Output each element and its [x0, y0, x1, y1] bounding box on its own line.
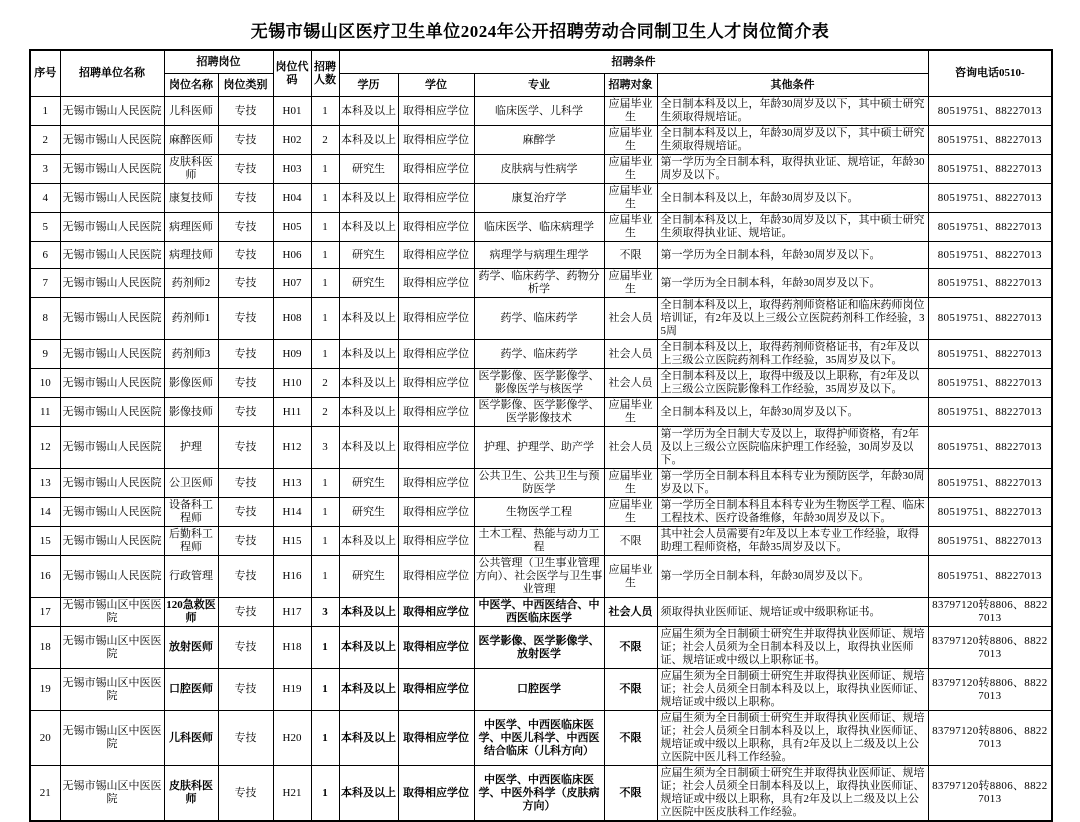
- cell-code: H10: [273, 369, 311, 398]
- cell-target: 应届毕业生: [604, 469, 657, 498]
- cell-unit: 无锡市锡山人民医院: [60, 155, 164, 184]
- cell-no: 15: [30, 527, 60, 556]
- col-header-edu: 学历: [339, 74, 398, 97]
- cell-phone: 83797120转8806、88227013: [928, 598, 1052, 627]
- cell-no: 8: [30, 298, 60, 340]
- cell-major: 药学、临床药学: [474, 340, 604, 369]
- cell-phone: 83797120转8806、88227013: [928, 627, 1052, 669]
- cell-unit: 无锡市锡山人民医院: [60, 527, 164, 556]
- cell-major: 病理学与病理生理学: [474, 242, 604, 269]
- cell-no: 6: [30, 242, 60, 269]
- cell-phone: 80519751、88227013: [928, 97, 1052, 126]
- col-header-phone: 咨询电话0510-: [928, 50, 1052, 97]
- table-row: [30, 766, 1052, 822]
- cell-position: 药剂师1: [164, 298, 218, 340]
- cell-count: 1: [311, 184, 339, 213]
- table-row: [30, 298, 1052, 340]
- cell-target: 应届毕业生: [604, 97, 657, 126]
- cell-count: 3: [311, 427, 339, 469]
- cell-other: 全日制本科及以上，取得中级及以上职称，有2年及以上三级公立医院影像科工作经验，35周岁及以下。: [657, 369, 928, 398]
- cell-count: 1: [311, 298, 339, 340]
- cell-phone: 80519751、88227013: [928, 369, 1052, 398]
- table-row: [30, 213, 1052, 242]
- table-row: [30, 269, 1052, 298]
- cell-category: 专技: [218, 213, 273, 242]
- cell-count: 2: [311, 398, 339, 427]
- cell-target: 应届毕业生: [604, 184, 657, 213]
- cell-edu: 本科及以上: [339, 598, 398, 627]
- cell-unit: 无锡市锡山人民医院: [60, 498, 164, 527]
- cell-position: 影像医师: [164, 369, 218, 398]
- table-row: [30, 340, 1052, 369]
- cell-code: H09: [273, 340, 311, 369]
- cell-target: 应届毕业生: [604, 213, 657, 242]
- cell-degree: 取得相应学位: [398, 398, 474, 427]
- cell-phone: 83797120转8806、88227013: [928, 766, 1052, 822]
- table-row: [30, 126, 1052, 155]
- cell-position: 放射医师: [164, 627, 218, 669]
- cell-major: 临床医学、儿科学: [474, 97, 604, 126]
- cell-edu: 研究生: [339, 469, 398, 498]
- col-header-code: 岗位代码: [273, 50, 311, 97]
- cell-category: 专技: [218, 97, 273, 126]
- cell-position: 公卫医师: [164, 469, 218, 498]
- cell-code: H14: [273, 498, 311, 527]
- cell-position: 皮肤科医师: [164, 766, 218, 822]
- cell-degree: 取得相应学位: [398, 298, 474, 340]
- cell-code: H16: [273, 556, 311, 598]
- cell-degree: 取得相应学位: [398, 711, 474, 766]
- cell-phone: 80519751、88227013: [928, 184, 1052, 213]
- cell-no: 10: [30, 369, 60, 398]
- cell-code: H17: [273, 598, 311, 627]
- cell-target: 社会人员: [604, 298, 657, 340]
- col-header-degree: 学位: [398, 74, 474, 97]
- cell-code: H08: [273, 298, 311, 340]
- cell-count: 1: [311, 469, 339, 498]
- cell-edu: 本科及以上: [339, 184, 398, 213]
- cell-target: 应届毕业生: [604, 269, 657, 298]
- cell-major: 皮肤病与性病学: [474, 155, 604, 184]
- table-row: [30, 498, 1052, 527]
- cell-code: H05: [273, 213, 311, 242]
- table-row: [30, 669, 1052, 711]
- table-row: [30, 155, 1052, 184]
- table-row: [30, 527, 1052, 556]
- table-row: [30, 427, 1052, 469]
- cell-position: 药剂师2: [164, 269, 218, 298]
- cell-unit: 无锡市锡山区中医医院: [60, 669, 164, 711]
- cell-target: 不限: [604, 527, 657, 556]
- table-row: [30, 711, 1052, 766]
- cell-other: 全日制本科及以上，取得药剂师资格证和临床药师岗位培训证，有2年及以上三级公立医院药剂科工作经验，35周: [657, 298, 928, 340]
- cell-no: 2: [30, 126, 60, 155]
- cell-phone: 83797120转8806、88227013: [928, 669, 1052, 711]
- cell-other: 全日制本科及以上，年龄30周岁及以下，其中硕士研究生须取得规培证。: [657, 126, 928, 155]
- cell-major: 土木工程、热能与动力工程: [474, 527, 604, 556]
- cell-degree: 取得相应学位: [398, 498, 474, 527]
- cell-position: 影像技师: [164, 398, 218, 427]
- cell-major: 康复治疗学: [474, 184, 604, 213]
- cell-phone: 80519751、88227013: [928, 398, 1052, 427]
- cell-unit: 无锡市锡山人民医院: [60, 369, 164, 398]
- cell-edu: 本科及以上: [339, 340, 398, 369]
- cell-category: 专技: [218, 598, 273, 627]
- cell-position: 儿科医师: [164, 711, 218, 766]
- cell-category: 专技: [218, 398, 273, 427]
- cell-major: 药学、临床药学: [474, 298, 604, 340]
- cell-count: 1: [311, 711, 339, 766]
- table-row: [30, 469, 1052, 498]
- cell-phone: 80519751、88227013: [928, 556, 1052, 598]
- cell-major: 护理、护理学、助产学: [474, 427, 604, 469]
- cell-major: 医学影像、医学影像学、医学影像技术: [474, 398, 604, 427]
- table-row: [30, 97, 1052, 126]
- cell-unit: 无锡市锡山人民医院: [60, 184, 164, 213]
- cell-target: 社会人员: [604, 369, 657, 398]
- cell-edu: 研究生: [339, 556, 398, 598]
- positions-table: [29, 49, 1053, 822]
- cell-phone: 80519751、88227013: [928, 427, 1052, 469]
- cell-edu: 本科及以上: [339, 627, 398, 669]
- cell-count: 1: [311, 627, 339, 669]
- cell-degree: 取得相应学位: [398, 527, 474, 556]
- cell-other: 其中社会人员需要有2年及以上本专业工作经验，取得助理工程师资格，年龄35周岁及以下。: [657, 527, 928, 556]
- cell-major: 公共管理（卫生事业管理方向）、社会医学与卫生事业管理: [474, 556, 604, 598]
- col-header-no: 序号: [30, 50, 60, 97]
- cell-unit: 无锡市锡山人民医院: [60, 242, 164, 269]
- cell-other: 应届生须为全日制硕士研究生并取得执业医师证、规培证；社会人员须全日制本科及以上，取得执业医师证、规培证或中级以上职称，具有2年及以上二级及以上公立医院中医皮肤科工作经验。: [657, 766, 928, 822]
- cell-other: 应届生须为全日制硕士研究生并取得执业医师证、规培证；社会人员须为全日制本科及以上，取得执业医师证、规培证或中级以上职称证书。: [657, 627, 928, 669]
- col-header-count: 招聘人数: [311, 50, 339, 97]
- cell-target: 不限: [604, 627, 657, 669]
- table-header: [30, 50, 1052, 97]
- page-title: 无锡市锡山区医疗卫生单位2024年公开招聘劳动合同制卫生人才岗位简介表: [250, 22, 830, 41]
- cell-target: 社会人员: [604, 427, 657, 469]
- cell-unit: 无锡市锡山人民医院: [60, 556, 164, 598]
- cell-code: H02: [273, 126, 311, 155]
- table-row: [30, 556, 1052, 598]
- cell-count: 3: [311, 598, 339, 627]
- cell-degree: 取得相应学位: [398, 669, 474, 711]
- cell-category: 专技: [218, 126, 273, 155]
- cell-other: 须取得执业医师证、规培证或中级职称证书。: [657, 598, 928, 627]
- cell-code: H04: [273, 184, 311, 213]
- cell-target: 社会人员: [604, 340, 657, 369]
- cell-code: H20: [273, 711, 311, 766]
- cell-phone: 80519751、88227013: [928, 269, 1052, 298]
- cell-degree: 取得相应学位: [398, 427, 474, 469]
- cell-count: 1: [311, 498, 339, 527]
- cell-phone: 80519751、88227013: [928, 242, 1052, 269]
- cell-other: 第一学历为全日制本科，年龄30周岁及以下。: [657, 242, 928, 269]
- cell-category: 专技: [218, 469, 273, 498]
- cell-degree: 取得相应学位: [398, 155, 474, 184]
- cell-position: 病理技师: [164, 242, 218, 269]
- cell-count: 2: [311, 126, 339, 155]
- cell-phone: 80519751、88227013: [928, 126, 1052, 155]
- cell-position: 设备科工程师: [164, 498, 218, 527]
- cell-position: 口腔医师: [164, 669, 218, 711]
- cell-other: 全日制本科及以上，取得药剂师资格证书，有2年及以上三级公立医院药剂科工作经验，35周岁及以下。: [657, 340, 928, 369]
- cell-code: H06: [273, 242, 311, 269]
- cell-no: 5: [30, 213, 60, 242]
- cell-target: 不限: [604, 766, 657, 822]
- cell-target: 应届毕业生: [604, 126, 657, 155]
- cell-code: H03: [273, 155, 311, 184]
- cell-degree: 取得相应学位: [398, 269, 474, 298]
- cell-major: 生物医学工程: [474, 498, 604, 527]
- cell-other: 第一学历为全日制本科，取得执业证、规培证，年龄30周岁及以下。: [657, 155, 928, 184]
- cell-code: H07: [273, 269, 311, 298]
- cell-other: 全日制本科及以上，年龄30周岁及以下，其中硕士研究生须取得规培证。: [657, 97, 928, 126]
- col-header-position-group: 招聘岗位: [164, 50, 273, 74]
- cell-degree: 取得相应学位: [398, 213, 474, 242]
- cell-category: 专技: [218, 184, 273, 213]
- cell-no: 7: [30, 269, 60, 298]
- cell-no: 14: [30, 498, 60, 527]
- cell-other: 第一学历全日制本科且本科专业为预防医学，年龄30周岁及以下。: [657, 469, 928, 498]
- cell-no: 20: [30, 711, 60, 766]
- cell-other: 全日制本科及以上，年龄30周岁及以下，其中硕士研究生须取得执业证、规培证。: [657, 213, 928, 242]
- table-row: [30, 184, 1052, 213]
- cell-no: 9: [30, 340, 60, 369]
- cell-code: H19: [273, 669, 311, 711]
- cell-unit: 无锡市锡山区中医医院: [60, 627, 164, 669]
- cell-code: H13: [273, 469, 311, 498]
- cell-count: 1: [311, 669, 339, 711]
- cell-unit: 无锡市锡山区中医医院: [60, 711, 164, 766]
- cell-code: H21: [273, 766, 311, 822]
- cell-degree: 取得相应学位: [398, 766, 474, 822]
- cell-no: 4: [30, 184, 60, 213]
- cell-count: 1: [311, 97, 339, 126]
- cell-code: H12: [273, 427, 311, 469]
- cell-position: 儿科医师: [164, 97, 218, 126]
- cell-position: 病理医师: [164, 213, 218, 242]
- cell-other: 第一学历全日制本科且本科专业为生物医学工程、临床工程技术、医疗设备维修，年龄30周岁及以下。: [657, 498, 928, 527]
- cell-no: 12: [30, 427, 60, 469]
- cell-unit: 无锡市锡山人民医院: [60, 269, 164, 298]
- cell-phone: 80519751、88227013: [928, 213, 1052, 242]
- cell-code: H11: [273, 398, 311, 427]
- cell-target: 应届毕业生: [604, 398, 657, 427]
- cell-target: 社会人员: [604, 598, 657, 627]
- col-header-condition-group: 招聘条件: [339, 50, 928, 74]
- cell-no: 3: [30, 155, 60, 184]
- cell-unit: 无锡市锡山区中医医院: [60, 598, 164, 627]
- col-header-major: 专业: [474, 74, 604, 97]
- cell-other: 应届生须为全日制硕士研究生并取得执业医师证、规培证；社会人员须全日制本科及以上，取得执业医师证、规培证或中级以上职称。: [657, 669, 928, 711]
- cell-code: H18: [273, 627, 311, 669]
- cell-other: 第一学历全日制本科，年龄30周岁及以下。: [657, 556, 928, 598]
- cell-count: 1: [311, 527, 339, 556]
- cell-category: 专技: [218, 527, 273, 556]
- cell-code: H01: [273, 97, 311, 126]
- cell-position: 麻醉医师: [164, 126, 218, 155]
- cell-unit: 无锡市锡山人民医院: [60, 340, 164, 369]
- cell-phone: 80519751、88227013: [928, 298, 1052, 340]
- cell-position: 行政管理: [164, 556, 218, 598]
- cell-category: 专技: [218, 711, 273, 766]
- cell-major: 临床医学、临床病理学: [474, 213, 604, 242]
- cell-category: 专技: [218, 242, 273, 269]
- cell-no: 17: [30, 598, 60, 627]
- cell-phone: 83797120转8806、88227013: [928, 711, 1052, 766]
- cell-no: 16: [30, 556, 60, 598]
- cell-edu: 本科及以上: [339, 298, 398, 340]
- cell-category: 专技: [218, 498, 273, 527]
- cell-edu: 研究生: [339, 155, 398, 184]
- cell-edu: 本科及以上: [339, 427, 398, 469]
- cell-unit: 无锡市锡山人民医院: [60, 298, 164, 340]
- cell-count: 1: [311, 340, 339, 369]
- col-header-target: 招聘对象: [604, 74, 657, 97]
- cell-count: 1: [311, 766, 339, 822]
- cell-unit: 无锡市锡山人民医院: [60, 427, 164, 469]
- cell-category: 专技: [218, 556, 273, 598]
- cell-category: 专技: [218, 669, 273, 711]
- cell-unit: 无锡市锡山人民医院: [60, 126, 164, 155]
- cell-major: 口腔医学: [474, 669, 604, 711]
- table-row: [30, 627, 1052, 669]
- cell-position: 120急救医师: [164, 598, 218, 627]
- cell-edu: 研究生: [339, 269, 398, 298]
- cell-target: 应届毕业生: [604, 498, 657, 527]
- cell-degree: 取得相应学位: [398, 126, 474, 155]
- cell-degree: 取得相应学位: [398, 242, 474, 269]
- cell-count: 1: [311, 155, 339, 184]
- cell-position: 药剂师3: [164, 340, 218, 369]
- cell-target: 应届毕业生: [604, 556, 657, 598]
- cell-phone: 80519751、88227013: [928, 469, 1052, 498]
- cell-other: 应届生须为全日制硕士研究生并取得执业医师证、规培证；社会人员须全日制本科及以上，取得执业医师证、规培证或中级以上职称，具有2年及以上二级及以上公立医院中医儿科工作经验。: [657, 711, 928, 766]
- cell-edu: 本科及以上: [339, 527, 398, 556]
- cell-category: 专技: [218, 269, 273, 298]
- cell-position: 皮肤科医师: [164, 155, 218, 184]
- table-body: [30, 97, 1052, 822]
- cell-target: 不限: [604, 711, 657, 766]
- cell-phone: 80519751、88227013: [928, 527, 1052, 556]
- cell-other: 全日制本科及以上，年龄30周岁及以下。: [657, 398, 928, 427]
- cell-degree: 取得相应学位: [398, 627, 474, 669]
- cell-position: 护理: [164, 427, 218, 469]
- cell-degree: 取得相应学位: [398, 369, 474, 398]
- col-header-position-category: 岗位类别: [218, 74, 273, 97]
- cell-unit: 无锡市锡山人民医院: [60, 398, 164, 427]
- cell-major: 中医学、中西医临床医学、中医儿科学、中西医结合临床（儿科方向）: [474, 711, 604, 766]
- cell-major: 公共卫生、公共卫生与预防医学: [474, 469, 604, 498]
- cell-no: 11: [30, 398, 60, 427]
- cell-no: 19: [30, 669, 60, 711]
- cell-count: 1: [311, 213, 339, 242]
- col-header-position-name: 岗位名称: [164, 74, 218, 97]
- header-row-sub: [30, 74, 1052, 97]
- cell-edu: 研究生: [339, 242, 398, 269]
- cell-edu: 本科及以上: [339, 126, 398, 155]
- cell-unit: 无锡市锡山区中医医院: [60, 766, 164, 822]
- table-row: [30, 369, 1052, 398]
- cell-unit: 无锡市锡山人民医院: [60, 469, 164, 498]
- cell-count: 1: [311, 242, 339, 269]
- cell-code: H15: [273, 527, 311, 556]
- table-row: [30, 398, 1052, 427]
- cell-target: 不限: [604, 669, 657, 711]
- cell-category: 专技: [218, 340, 273, 369]
- cell-degree: 取得相应学位: [398, 340, 474, 369]
- cell-major: 医学影像、医学影像学、影像医学与核医学: [474, 369, 604, 398]
- cell-no: 18: [30, 627, 60, 669]
- cell-count: 2: [311, 369, 339, 398]
- cell-edu: 本科及以上: [339, 398, 398, 427]
- cell-no: 13: [30, 469, 60, 498]
- table-row: [30, 598, 1052, 627]
- cell-target: 不限: [604, 242, 657, 269]
- cell-edu: 本科及以上: [339, 669, 398, 711]
- header-row-top: [30, 50, 1052, 74]
- cell-count: 1: [311, 269, 339, 298]
- cell-position: 康复技师: [164, 184, 218, 213]
- cell-degree: 取得相应学位: [398, 97, 474, 126]
- cell-category: 专技: [218, 155, 273, 184]
- cell-category: 专技: [218, 369, 273, 398]
- cell-edu: 研究生: [339, 498, 398, 527]
- cell-edu: 本科及以上: [339, 711, 398, 766]
- cell-category: 专技: [218, 298, 273, 340]
- cell-category: 专技: [218, 627, 273, 669]
- table-row: [30, 242, 1052, 269]
- cell-category: 专技: [218, 766, 273, 822]
- cell-degree: 取得相应学位: [398, 598, 474, 627]
- cell-other: 第一学历为全日制大专及以上，取得护师资格，有2年及以上三级公立医院临床护理工作经验，30周岁及以下。: [657, 427, 928, 469]
- cell-major: 药学、临床药学、药物分析学: [474, 269, 604, 298]
- cell-target: 应届毕业生: [604, 155, 657, 184]
- col-header-unit: 招聘单位名称: [60, 50, 164, 97]
- cell-unit: 无锡市锡山人民医院: [60, 213, 164, 242]
- col-header-other: 其他条件: [657, 74, 928, 97]
- cell-unit: 无锡市锡山人民医院: [60, 97, 164, 126]
- cell-phone: 80519751、88227013: [928, 498, 1052, 527]
- cell-major: 中医学、中西医临床医学、中医外科学（皮肤病方向）: [474, 766, 604, 822]
- cell-edu: 本科及以上: [339, 213, 398, 242]
- cell-no: 21: [30, 766, 60, 822]
- cell-phone: 80519751、88227013: [928, 340, 1052, 369]
- cell-degree: 取得相应学位: [398, 184, 474, 213]
- cell-other: 第一学历为全日制本科，年龄30周岁及以下。: [657, 269, 928, 298]
- cell-category: 专技: [218, 427, 273, 469]
- cell-major: 中医学、中西医结合、中西医临床医学: [474, 598, 604, 627]
- cell-degree: 取得相应学位: [398, 556, 474, 598]
- cell-major: 麻醉学: [474, 126, 604, 155]
- cell-major: 医学影像、医学影像学、放射医学: [474, 627, 604, 669]
- cell-degree: 取得相应学位: [398, 469, 474, 498]
- cell-other: 全日制本科及以上，年龄30周岁及以下。: [657, 184, 928, 213]
- cell-edu: 本科及以上: [339, 766, 398, 822]
- cell-edu: 本科及以上: [339, 369, 398, 398]
- cell-phone: 80519751、88227013: [928, 155, 1052, 184]
- cell-no: 1: [30, 97, 60, 126]
- cell-position: 后勤科工程师: [164, 527, 218, 556]
- cell-edu: 本科及以上: [339, 97, 398, 126]
- cell-count: 1: [311, 556, 339, 598]
